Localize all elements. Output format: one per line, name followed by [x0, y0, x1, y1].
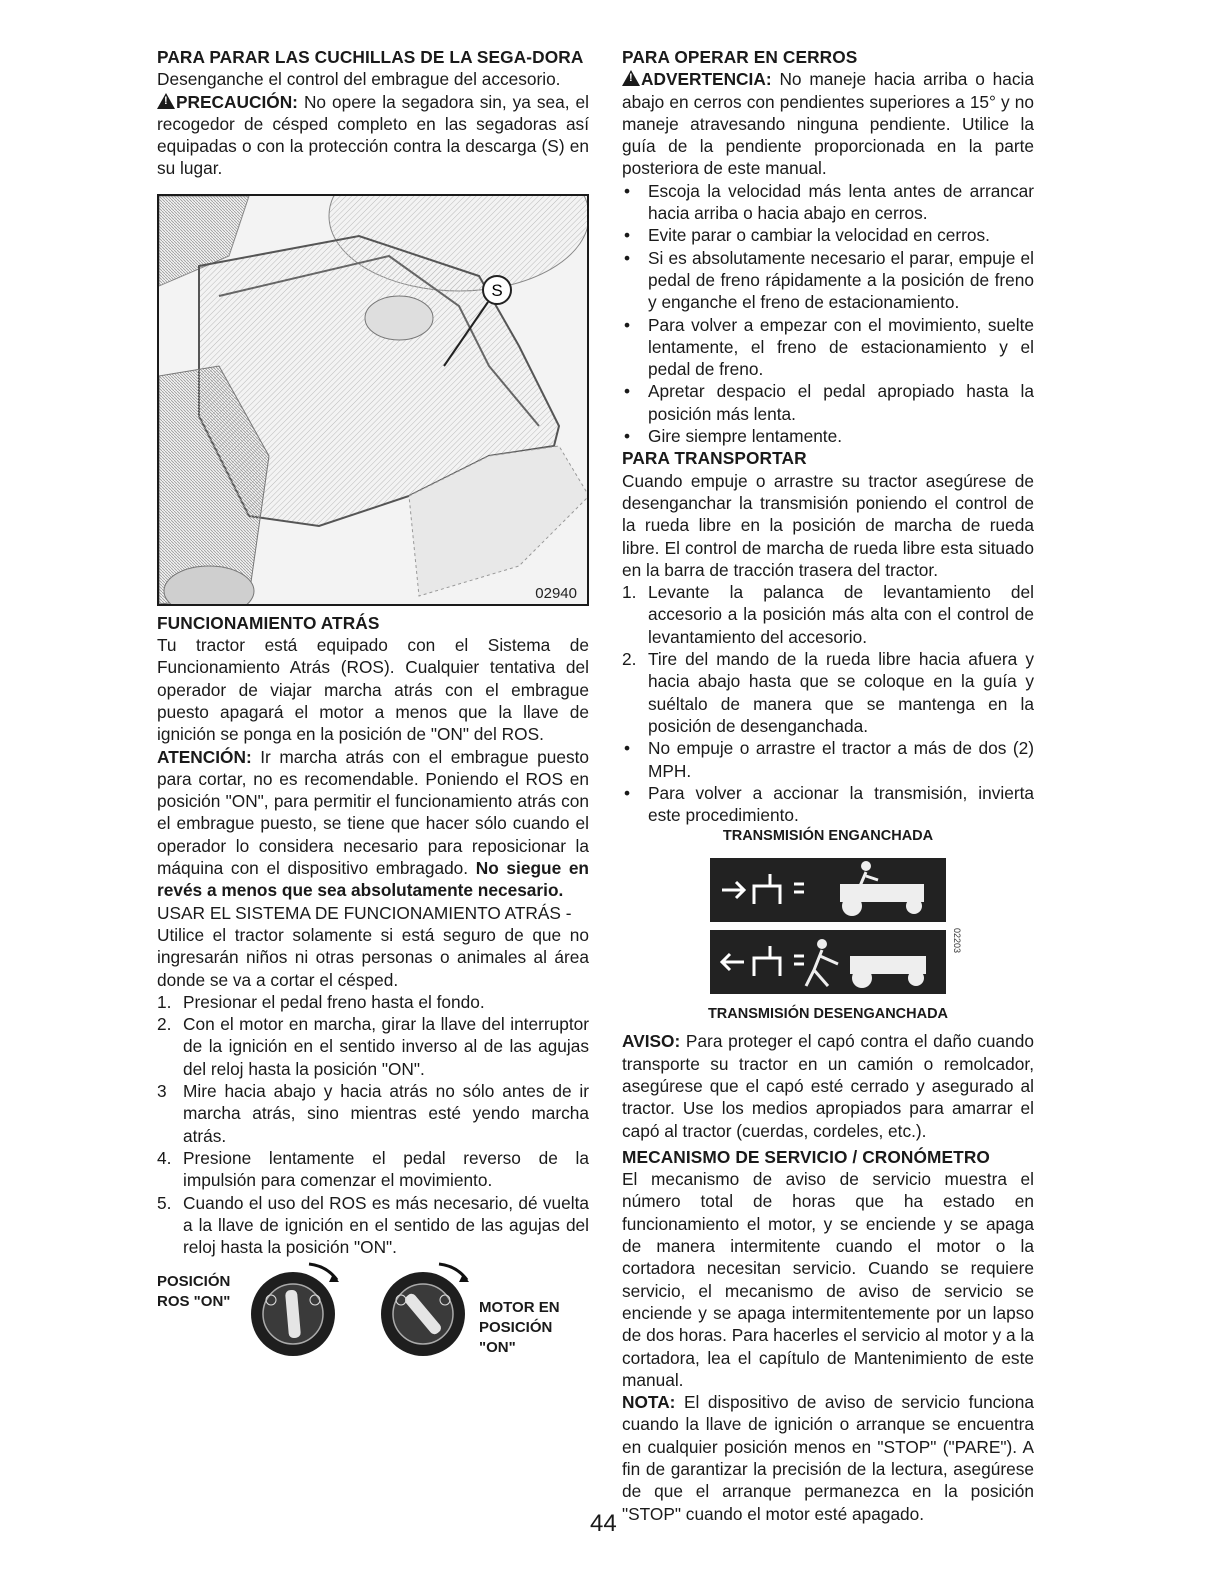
- right-column: [622, 46, 1034, 1525]
- warning-label: ADVERTENCIA:: [641, 69, 772, 90]
- heading-reverse: FUNCIONAMIENTO ATRÁS: [157, 612, 380, 633]
- transmission-figure: [710, 858, 962, 996]
- ros-steps-list: [157, 991, 589, 1259]
- transport-bullets-list: [622, 737, 1034, 826]
- list-item: • Para volver a empezar con el movimiento, suelte lentamente, el freno de estacionamiento y el pedal de freno.: [622, 314, 1034, 381]
- ignition-knobs-figure: [157, 1260, 589, 1368]
- list-item: • Para volver a accionar la transmisión, invierta este procedimiento.: [622, 782, 1034, 827]
- transmission-disengaged-panel: [710, 930, 946, 994]
- heading-transport: PARA TRANSPORTAR: [622, 448, 807, 469]
- transmission-engaged-panel: [710, 858, 946, 922]
- reverse-text: Tu tractor está equipado con el Sistema de Funcionamiento Atrás (ROS). Cualquier tentativa del operador de viajar marcha atrás con el embrague puesto apagará el motor a menos que la llave de ignición se ponga en la posición de "ON" del ROS.: [157, 635, 589, 745]
- caption-disengaged: TRANSMISIÓN DESENGANCHADA: [707, 1006, 949, 1023]
- note-paragraph: [622, 1391, 1034, 1525]
- list-item: • Si es absolutamente necesario el parar, empuje el pedal de freno rápidamente a la posición de freno y enganche el freno de estacionamiento.: [622, 247, 1034, 314]
- warning-text: No maneje hacia arriba o hacia abajo en cerros con pendientes superiores a 15° y no maneje atravesando ninguna pendiente. Utilice la guía de la pendiente proporcionada en la parte posteriora de este manual.: [622, 69, 1034, 179]
- figure-number: 02940: [535, 584, 577, 602]
- list-item: 1. Levante la palanca de levantamiento del accesorio a la posición más alta con el control de levantamiento del accesorio.: [622, 582, 1034, 647]
- callout-s: S: [491, 280, 503, 300]
- notice-label: AVISO:: [622, 1031, 681, 1052]
- transmission-figure-number: 02203: [952, 928, 962, 954]
- list-item: • No empuje o arrastre el tractor a más de dos (2) MPH.: [622, 737, 1034, 782]
- caption-engaged: TRANSMISIÓN ENGANCHADA: [722, 828, 934, 845]
- left-column: [157, 46, 589, 1368]
- warning-triangle-icon: [622, 70, 640, 86]
- list-item: 1. Presionar el pedal freno hasta el fondo.: [157, 991, 485, 1012]
- list-item: 5. Cuando el uso del ROS es más necesario, dé vuelta a la llave de ignición en el sentido de las agujas del reloj hasta la posición "ON".: [157, 1192, 589, 1258]
- service-text: El mecanismo de aviso de servicio muestra el número total de horas que ha estado en funcionamiento el motor, y se enciende y se apaga de manera intermitente cuando el motor o la cortadora necesitan servicio. Cuando se requiere servicio, el mecanismo de aviso de servicio se enciende y se apaga intermitentemente por un lapso de dos horas. Para hacerles el servicio al motor y a la cortadora, lea el capítulo de Mantenimiento de este manual.: [622, 1169, 1034, 1390]
- heading-hills: PARA OPERAR EN CERROS: [622, 47, 858, 67]
- list-item: 2. Con el motor en marcha, girar la llave del interruptor de la ignición en el sentido inverso al de las agujas del reloj hasta la posición "ON".: [157, 1014, 589, 1079]
- knob-left-label: POSICIÓN ROS "ON": [157, 1273, 231, 1311]
- attention-label: ATENCIÓN:: [157, 746, 252, 767]
- note-label: NOTA:: [622, 1392, 676, 1413]
- ignition-ros-knob-icon: [249, 1260, 341, 1360]
- heading-service: MECANISMO DE SERVICIO / CRONÓMETRO: [622, 1146, 990, 1167]
- list-item: 3 Mire hacia abajo y hacia atrás no sólo antes de ir marcha atrás, sino mientras esté yendo marcha atrás.: [157, 1081, 589, 1146]
- use-ros-title: USAR EL SISTEMA DE FUNCIONAMIENTO ATRÁS -: [157, 902, 572, 923]
- note-text: El dispositivo de aviso de servicio funciona cuando la llave de ignición o arranque se encuentra en cualquier posición menos en "STOP" ("PARE"). A fin de garantizar la precisión de la lectura, asegúrese de que el arranque permanezca en la posición "STOP" cuando el motor esté apagado.: [622, 1392, 1034, 1524]
- knob-right-label: MOTOR EN POSICIÓN "ON": [479, 1299, 560, 1357]
- list-item: • Apretar despacio el pedal apropiado hasta la posición más lenta.: [622, 380, 1034, 425]
- notice-paragraph: [622, 1030, 1034, 1141]
- caution-text: No opere la segadora sin, ya sea, el recogedor de césped completo en las segadoras así equipadas o con la protección contra la descarga (S) en su lugar.: [157, 91, 589, 179]
- ignition-motor-knob-icon: [379, 1260, 471, 1360]
- list-item: • Gire siempre lentamente.: [622, 425, 1034, 447]
- warning-paragraph: [622, 68, 1034, 179]
- pull-tractor-icon: [710, 930, 946, 994]
- caution-label: PRECAUCIÓN:: [176, 91, 298, 112]
- list-item: 2. Tire del mando de la rueda libre hacia afuera y hacia abajo hasta que se coloque en la guía y suéltalo de manera que se mantenga en la posición de desenganchada.: [622, 649, 1034, 736]
- hill-bullets-list: [622, 180, 1034, 448]
- page-number: 44: [590, 1510, 617, 1537]
- attention-bold-text: No siegue en revés a menos que sea absolutamente necesario.: [157, 858, 589, 901]
- transport-steps-list: [622, 581, 1034, 737]
- list-item: • Escoja la velocidad más lenta antes de arrancar hacia arriba o hacia abajo en cerros.: [622, 180, 1034, 225]
- transport-text: Cuando empuje o arrastre su tractor asegúrese de desenganchar la transmisión poniendo el control de la rueda libre en la posición de marcha de rueda libre. El control de marcha de rueda libre esta situado en la barra de tracción trasera del tractor.: [622, 470, 1034, 580]
- stop-blades-text: Desenganche el control del embrague del accesorio.: [157, 69, 561, 90]
- attention-text: Ir marcha atrás con el embrague puesto para cortar, no es recomendable. Poniendo el ROS en posición "ON", para permitir el funcionamiento atrás con el embrague puesto, se tiene que hacer sólo cuando el operador lo considera necesario para reposicionar la máquina con el dispositivo embragado.: [157, 746, 589, 879]
- attention-paragraph: [157, 746, 589, 902]
- mower-chute-illustration: [159, 196, 587, 604]
- list-item: • Evite parar o cambiar la velocidad en cerros.: [622, 224, 1034, 246]
- discharge-chute-figure: [157, 194, 589, 606]
- heading-stop-blades: PARA PARAR LAS CUCHILLAS DE LA SEGA-DORA: [157, 47, 584, 67]
- push-tractor-icon: [710, 858, 946, 922]
- caution-paragraph: [157, 91, 589, 180]
- list-item: 4. Presione lentamente el pedal reverso de la impulsión para comenzar el movimiento.: [157, 1147, 589, 1191]
- warning-triangle-icon: [157, 93, 175, 109]
- use-ros-text: Utilice el tractor solamente si está seguro de que no ingresarán niños ni otras personas o animales al área donde se va a cortar el césped.: [157, 924, 589, 990]
- notice-text: Para proteger el capó contra el daño cuando transporte su tractor en un camión o remolcador, asegúrese que el capó esté cerrado y asegurado al tractor. Use los medios apropiados para amarrar el capó al tractor (cuerdas, cordeles, etc.).: [622, 1031, 1034, 1141]
